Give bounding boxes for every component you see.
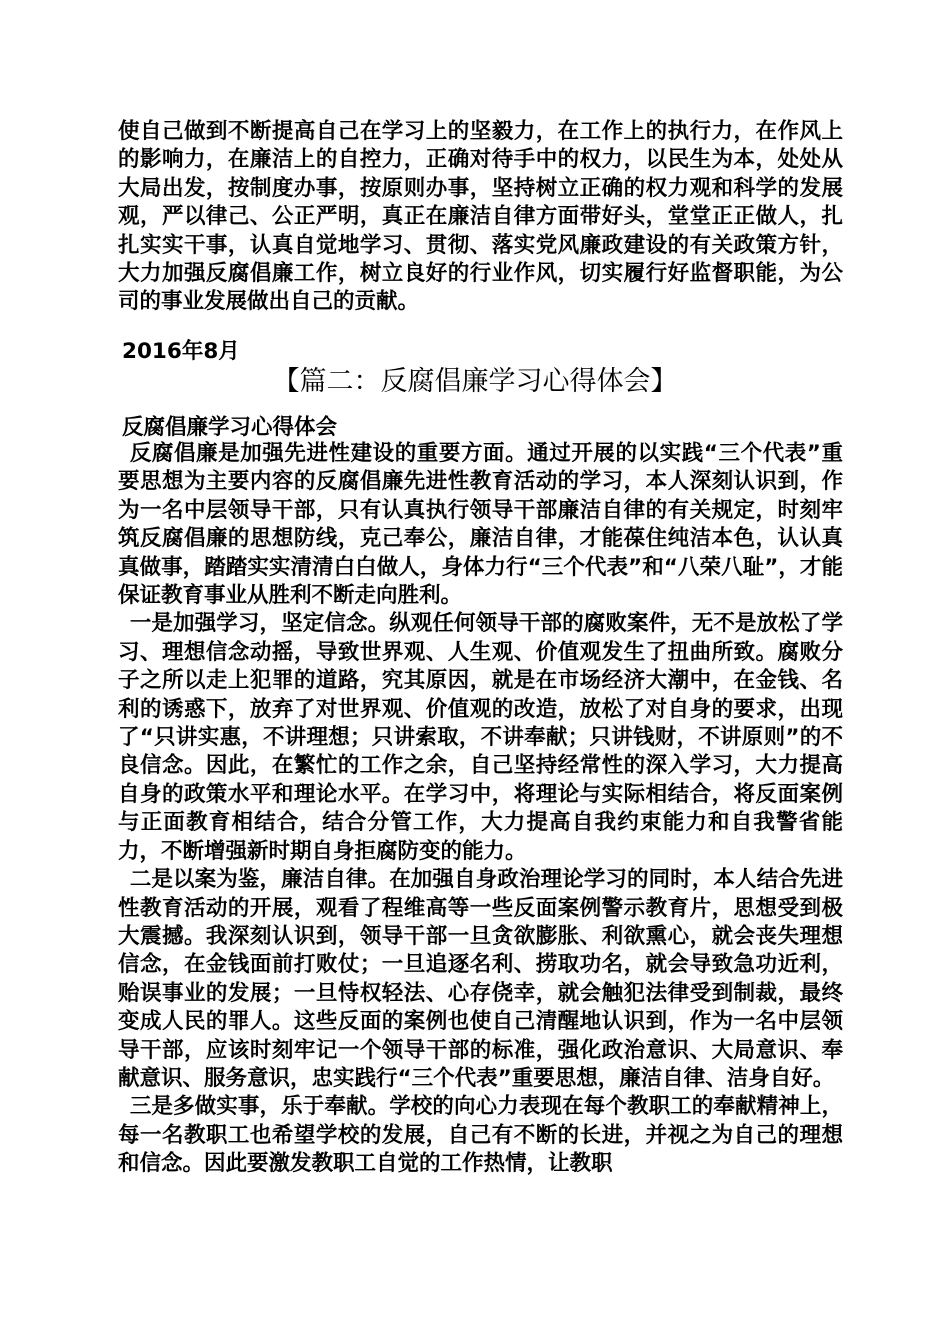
- closing-paragraph: [118, 118, 843, 317]
- paragraph-point-two: 二是以案为鉴，廉洁自律。在加强自身政治理论学习的同时，本人结合先进性教育活动的开展，观看了程维高等一些反面案例警示教育片，思想受到极大震撼。我深刻认识到，领导干部一旦贪欲膨胀、利欲熏心，就会丧失理想信念，在金钱面前打败仗；一旦追逐名利、捞取功名，就会导致急功近利，贻误事业的发展；一旦恃权轻法、心存侥幸，就会触犯法律受到制裁，最终变成人民的罪人。这些反面的案例也使自己清醒地认识到，作为一名中层领导干部，应该时刻牢记一个领导干部的标准，强化政治意识、大局意识、奉献意识、服务意识，忠实践行“三个代表”重要思想，廉洁自律、洁身自好。: [118, 867, 843, 1091]
- document-date: 2016年8月: [122, 339, 240, 364]
- paragraph-point-one: 一是加强学习，坚定信念。纵观任何领导干部的腐败案件，无不是放松了学习、理想信念动摇，导致世界观、人生观、价值观发生了扭曲所致。腐败分子之所以走上犯罪的道路，究其原因，就是在市场经济大潮中，在金钱、名利的诱惑下，放弃了对世界观、价值观的改造，放松了对自身的要求，出现了“只讲实惠，不讲理想；只讲索取，不讲奉献；只讲钱财，不讲原则”的不良信念。因此，在繁忙的工作之余，自己坚持经常性的深入学习，大力提高自身的政策水平和理论水平。在学习中，将理论与实际相结合，将反面案例与正面教育相结合，结合分管工作，大力提高自我约束能力和自我警省能力，不断增强新时期自身拒腐防变的能力。: [118, 611, 843, 864]
- paragraph-intro: 反腐倡廉是加强先进性建设的重要方面。通过开展的以实践“三个代表”重要思想为主要内容的反腐倡廉先进性教育活动的学习，本人深刻认识到，作为一名中层领导干部，只有认真执行领导干部廉洁自律的有关规定，时刻牢筑反腐倡廉的思想防线，克己奉公，廉洁自律，才能葆住纯洁本色，认认真真做事，踏踏实实清清白白做人，身体力行“三个代表”和“八荣八耻”，才能保证教育事业从胜利不断走向胜利。: [118, 441, 843, 609]
- section-title: 【篇二：反腐倡廉学习心得体会】: [272, 366, 678, 397]
- paragraph-point-three: 三是多做实事，乐于奉献。学校的向心力表现在每个教职工的奉献精神上，每一名教职工也希望学校的发展，自己有不断的长进，并视之为自己的理想和信念。因此要激发教职工自觉的工作热情，让教职: [118, 1094, 843, 1177]
- closing-paragraph-text: 使自己做到不断提高自己在学习上的坚毅力，在工作上的执行力，在作风上的影响力，在廉洁上的自控力，正确对待手中的权力，以民生为本，处处从大局出发，按制度办事，按原则办事，坚持树立正确的权力观和科学的发展观，严以律己、公正严明，真正在廉洁自律方面带好头，堂堂正正做人，扎扎实实干事，认真自觉地学习、贯彻、落实党风廉政建设的有关政策方针，大力加强反腐倡廉工作，树立良好的行业作风，切实履行好监督职能，为公司的事业发展做出自己的贡献。: [118, 119, 843, 315]
- article-subheading: 反腐倡廉学习心得体会: [122, 415, 338, 440]
- article-body: [118, 440, 843, 1179]
